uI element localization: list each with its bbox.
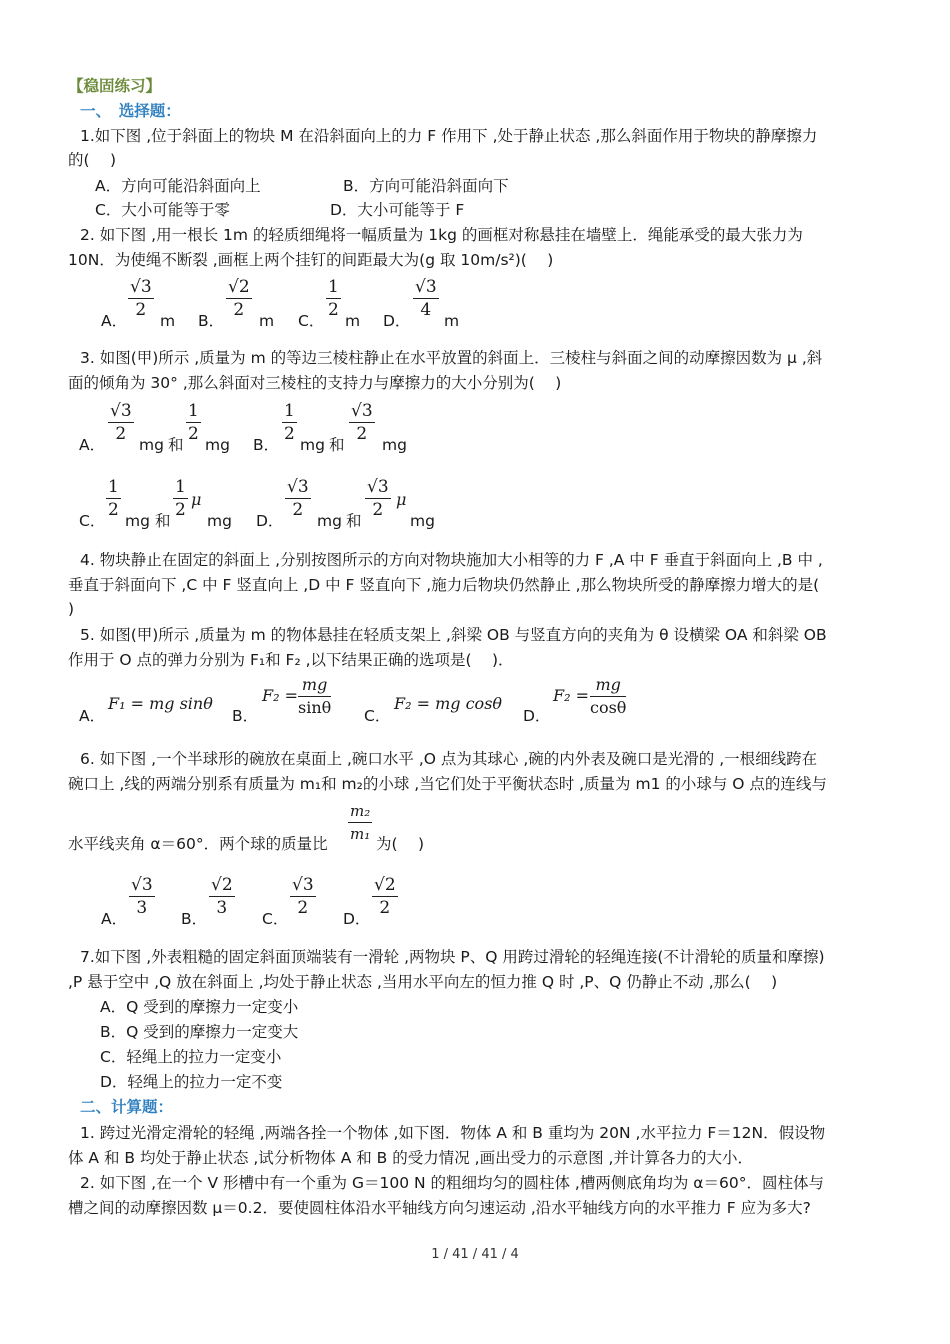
- q2-option-a-label: A．: [101, 312, 128, 330]
- q6-text-cont: 碗口上 ,线的两端分别系有质量为 m₁和 m₂的小球 ,当它们处于平衡状态时 ,质量为 m1 的小球与 O 点的连线与: [68, 775, 827, 793]
- q3-option-c-fraction-1: $\frac{1}{2}$: [108, 477, 119, 520]
- q3-option-d-fraction-1: $\frac{√3}{2}$: [287, 477, 309, 520]
- q4-text-cont: 垂直于斜面向下 ,C 中 F 竖直向上 ,D 中 F 竖直向下 ,施力后物块仍然静止 ,那么物块所受的静摩擦力增大的是(: [68, 576, 820, 594]
- q5-option-a-label: A．: [79, 707, 106, 725]
- page-footer: 1 / 41 / 41 / 4: [431, 1247, 519, 1262]
- calc1-text: 1. 跨过光滑定滑轮的轻绳 ,两端各拴一个物体 ,如下图．物体 A 和 B 重均为 20N ,水平拉力 F＝12N．假设物: [80, 1124, 826, 1142]
- q3-option-c-and: 和: [155, 512, 171, 530]
- q3-text: 3. 如图(甲)所示 ,质量为 m 的等边三棱柱静止在水平放置的斜面上．三棱柱与斜面之间的动摩擦因数为 μ ,斜: [80, 349, 823, 367]
- q3-option-b-mg-2: mg: [382, 436, 407, 454]
- q4-text: 4. 物块静止在固定的斜面上 ,分别按图所示的方向对物块施加大小相等的力 F ,A 中 F 垂直于斜面向上 ,B 中 ,: [80, 551, 823, 569]
- q3-option-c-mu: μ: [191, 490, 202, 509]
- q7-option-a: A．Q 受到的摩擦力一定变小: [100, 998, 299, 1016]
- q3-option-b-and: 和: [329, 436, 345, 454]
- q5-option-b-fraction: $\frac{mg}{\sin\theta}$: [298, 675, 332, 717]
- q2-text-cont: 10N．为使绳不断裂 ,画框上两个挂钉的间距最大为(g 取 10m/s²)( ): [68, 251, 554, 269]
- q5-option-b-lhs: F₂ =: [262, 686, 299, 705]
- q2-option-c-unit: m: [345, 312, 361, 330]
- q1-option-b: B．方向可能沿斜面向下: [343, 177, 509, 195]
- q1-option-d: D．大小可能等于 F: [330, 201, 465, 219]
- q2-option-d-fraction: $\frac{√3}{4}$: [415, 277, 437, 320]
- q5-text-cont: 作用于 O 点的弹力分别为 F₁和 F₂ ,以下结果正确的选项是( )．: [68, 651, 514, 669]
- q3-option-a-and: 和: [168, 436, 184, 454]
- q5-option-d-fraction: $\frac{mg}{\cos\theta}$: [590, 675, 627, 717]
- q6-option-d-label: D．: [343, 910, 371, 928]
- q3-option-d-mg-2: mg: [410, 512, 435, 530]
- q3-option-a-mg-2: mg: [205, 436, 230, 454]
- q3-option-b-mg-1: mg: [300, 436, 325, 454]
- calc2-text-cont: 槽之间的动摩擦因数 μ＝0.2．要使圆柱体沿水平轴线方向匀速运动 ,沿水平轴线方向的水平推力 F 应为多大?: [68, 1199, 811, 1217]
- q3-option-a-mg-1: mg: [139, 436, 164, 454]
- q3-option-a-label: A．: [79, 436, 106, 454]
- q2-option-d-unit: m: [444, 312, 460, 330]
- q6-option-a-label: A．: [101, 910, 128, 928]
- q3-option-a-fraction-1: $\frac{√3}{2}$: [110, 401, 132, 444]
- q6-text: 6. 如下图 ,一个半球形的碗放在桌面上 ,碗口水平 ,O 点为其球心 ,碗的内外表及碗口是光滑的 ,一根细线跨在: [80, 750, 818, 768]
- q7-option-b: B．Q 受到的摩擦力一定变大: [100, 1023, 299, 1041]
- q2-option-c-label: C．: [298, 312, 325, 330]
- q6-text-tail: 为( ): [376, 835, 425, 853]
- q5-option-a-formula: F₁ = mg sinθ: [108, 694, 213, 713]
- q6-option-b-label: B．: [181, 910, 208, 928]
- q6-option-d-fraction: $\frac{√2}{2}$: [374, 875, 396, 918]
- q3-option-d-and: 和: [346, 512, 362, 530]
- q3-option-b-fraction-1: $\frac{1}{2}$: [284, 401, 295, 444]
- q2-option-c-fraction: $\frac{1}{2}$: [328, 277, 339, 320]
- q3-option-d-label: D．: [256, 512, 284, 530]
- q5-option-d-label: D．: [523, 707, 551, 725]
- q3-option-c-label: C．: [79, 512, 106, 530]
- q5-option-c-formula: F₂ = mg cosθ: [394, 694, 503, 713]
- q1-text-cont: 的( ): [68, 151, 117, 169]
- q5-option-b-label: B．: [232, 707, 259, 725]
- q6-option-b-fraction: $\frac{√2}{3}$: [211, 875, 233, 918]
- calc2-text: 2. 如下图 ,在一个 V 形槽中有一个重为 G＝100 N 的粗细均匀的圆柱体 ,槽两侧底角均为 α＝60°．圆柱体与: [80, 1174, 824, 1192]
- q2-option-b-fraction: $\frac{√2}{2}$: [228, 277, 250, 320]
- q6-option-a-fraction: $\frac{√3}{3}$: [131, 875, 153, 918]
- section-title-choice: 一、 选择题：: [80, 102, 181, 120]
- q1-option-c: C．大小可能等于零: [95, 201, 230, 219]
- q7-text-cont: ,P 悬于空中 ,Q 放在斜面上 ,均处于静止状态 ,当用水平向左的恒力推 Q 时 ,P、Q 仍静止不动 ,那么( ): [68, 973, 778, 991]
- q7-option-d: D．轻绳上的拉力一定不变: [100, 1073, 283, 1091]
- q3-option-d-mg-1: mg: [317, 512, 342, 530]
- q6-option-c-fraction: $\frac{√3}{2}$: [292, 875, 314, 918]
- q3-option-c-mg-1: mg: [125, 512, 150, 530]
- q7-text: 7.如下图 ,外表粗糙的固定斜面顶端装有一滑轮 ,两物块 P、Q 用跨过滑轮的轻绳连接(不计滑轮的质量和摩擦): [80, 948, 825, 966]
- q5-option-c-label: C．: [364, 707, 391, 725]
- q3-option-c-mg-2: mg: [207, 512, 232, 530]
- q1-text: 1.如下图 ,位于斜面上的物块 M 在沿斜面向上的力 F 作用下 ,处于静止状态 ,那么斜面作用于物块的静摩擦力: [80, 127, 818, 145]
- q2-text: 2. 如下图 ,用一根长 1m 的轻质细绳将一幅质量为 1kg 的画框对称悬挂在墙壁上．绳能承受的最大张力为: [80, 226, 803, 244]
- q2-option-a-unit: m: [160, 312, 176, 330]
- q6-mass-ratio: $\frac{\text{m₂}}{\text{m₁}}$: [350, 802, 371, 843]
- q1-option-a: A．方向可能沿斜面向上: [95, 177, 261, 195]
- q2-option-b-label: B．: [198, 312, 225, 330]
- q2-option-d-label: D．: [383, 312, 411, 330]
- q3-option-b-fraction-2: $\frac{√3}{2}$: [351, 401, 373, 444]
- q7-option-c: C．轻绳上的拉力一定变小: [100, 1048, 282, 1066]
- section-header: 【稳固练习】: [68, 77, 162, 95]
- q6-text-end: 水平线夹角 α＝60°．两个球的质量比: [68, 835, 328, 853]
- q5-option-d-lhs: F₂ =: [553, 686, 590, 705]
- q3-option-c-fraction-2: $\frac{1}{2}$: [175, 477, 186, 520]
- q3-option-a-fraction-2: $\frac{1}{2}$: [188, 401, 199, 444]
- q2-option-b-unit: m: [259, 312, 275, 330]
- q6-option-c-label: C．: [262, 910, 289, 928]
- q3-text-cont: 面的倾角为 30° ,那么斜面对三棱柱的支持力与摩擦力的大小分别为( ): [68, 374, 562, 392]
- calc1-text-cont: 体 A 和 B 均处于静止状态 ,试分析物体 A 和 B 的受力情况 ,画出受力的示意图 ,并计算各力的大小．: [68, 1149, 753, 1167]
- q2-option-a-fraction: $\frac{√3}{2}$: [130, 277, 152, 320]
- q3-option-d-mu: μ: [396, 490, 407, 509]
- section-title-calc: 二、计算题：: [80, 1098, 174, 1116]
- q5-text: 5. 如图(甲)所示 ,质量为 m 的物体悬挂在轻质支架上 ,斜梁 OB 与竖直方向的夹角为 θ 设横梁 OA 和斜梁 OB: [80, 626, 827, 644]
- q3-option-d-fraction-2: $\frac{√3}{2}$: [367, 477, 389, 520]
- q4-text-end: ): [68, 600, 75, 618]
- q3-option-b-label: B．: [253, 436, 280, 454]
